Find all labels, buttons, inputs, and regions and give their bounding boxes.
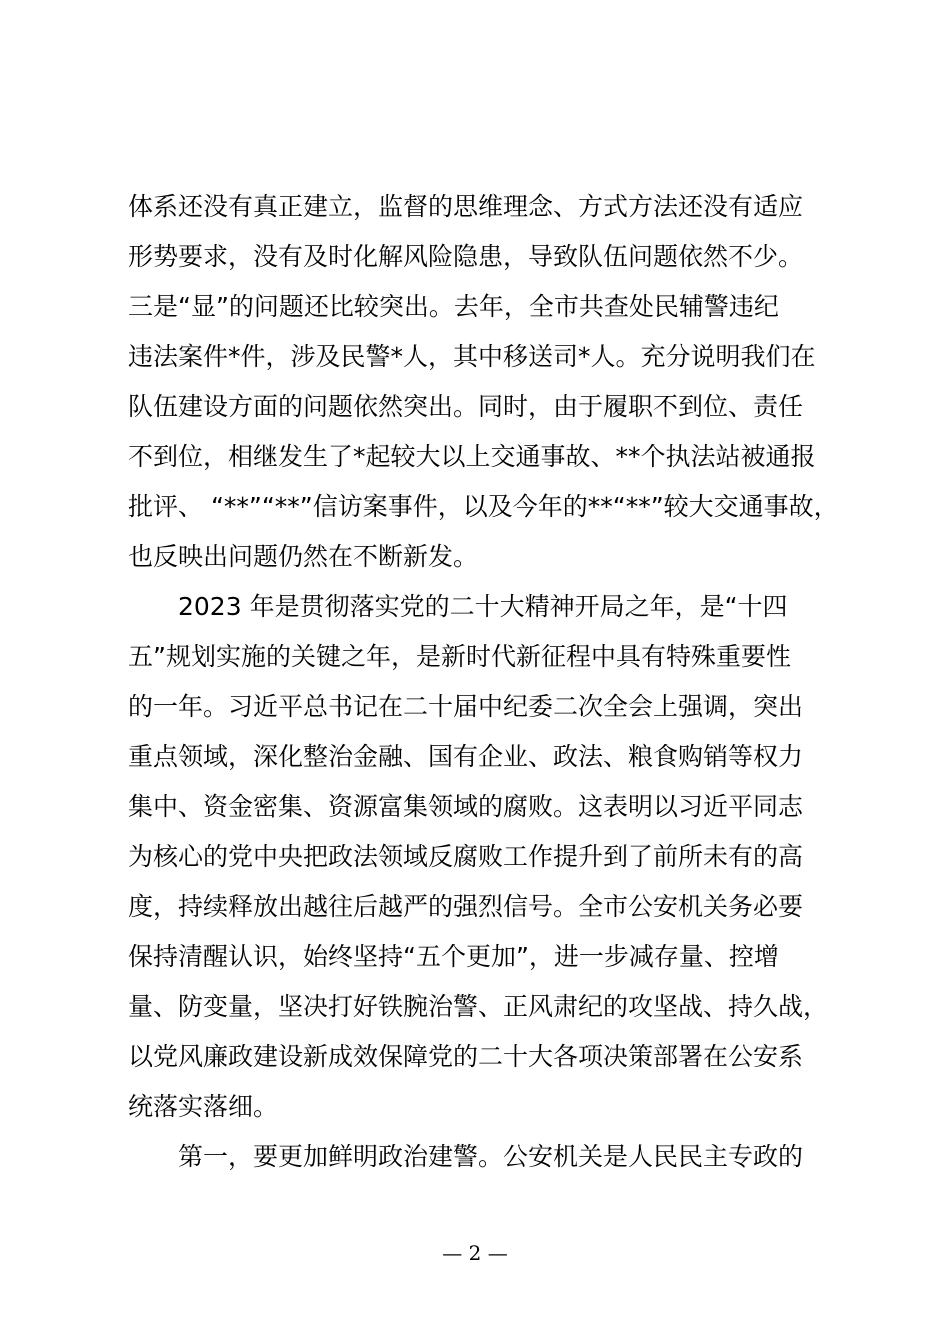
page-number: — 2 — — [442, 1241, 508, 1265]
body-text-line: 五”规划实施的关键之年，是新时代新征程中具有特殊重要性 — [128, 642, 791, 671]
body-text-line: 量、防变量，坚决打好铁腕治警、正风肃纪的攻坚战、持久战， — [128, 992, 829, 1021]
body-text-line: 度，持续释放出越往后越严的强烈信号。全市公安机关务必要 — [128, 892, 804, 921]
body-text-line: 重点领域，深化整治金融、国有企业、政法、粮食购销等权力 — [128, 742, 804, 771]
body-text-line: 的一年。习近平总书记在二十届中纪委二次全会上强调，突出 — [128, 692, 804, 721]
body-text-line: 以党风廉政建设新成效保障党的二十大各项决策部署在公安系 — [128, 1042, 804, 1071]
body-text-line: 为核心的党中央把政法领域反腐败工作提升到了前所未有的高 — [128, 842, 804, 871]
body-text-line: 保持清醒认识，始终坚持“五个更加”，进一步减存量、控增 — [128, 942, 779, 971]
body-text-line: 队伍建设方面的问题依然突出。同时，由于履职不到位、责任 — [128, 392, 804, 421]
body-text-line: 集中、资金密集、资源富集领域的腐败。这表明以习近平同志 — [128, 792, 804, 821]
body-text-line: 统落实落细。 — [128, 1092, 279, 1121]
body-text-line: 三是“显”的问题还比较突出。去年，全市共查处民辅警违纪 — [128, 292, 779, 321]
body-text-line: 也反映出问题仍然在不断新发。 — [128, 542, 479, 571]
body-text-line: 违法案件*件，涉及民警*人，其中移送司*人。充分说明我们在 — [128, 342, 816, 371]
body-text-line: 体系还没有真正建立，监督的思维理念、方式方法还没有适应 — [128, 192, 804, 221]
body-text-line: 形势要求，没有及时化解风险隐患，导致队伍问题依然不少。 — [128, 242, 804, 271]
paragraph-first-line: 2023 年是贯彻落实党的二十大精神开局之年，是“十四 — [178, 592, 788, 621]
body-text-line: 批评、 “**”“**”信访案事件，以及今年的**“**”较大交通事故， — [128, 492, 839, 521]
paragraph-first-line: 第一，要更加鲜明政治建警。公安机关是人民民主专政的 — [178, 1142, 804, 1171]
body-text-line: 不到位，相继发生了*起较大以上交通事故、**个执法站被通报 — [128, 442, 816, 471]
